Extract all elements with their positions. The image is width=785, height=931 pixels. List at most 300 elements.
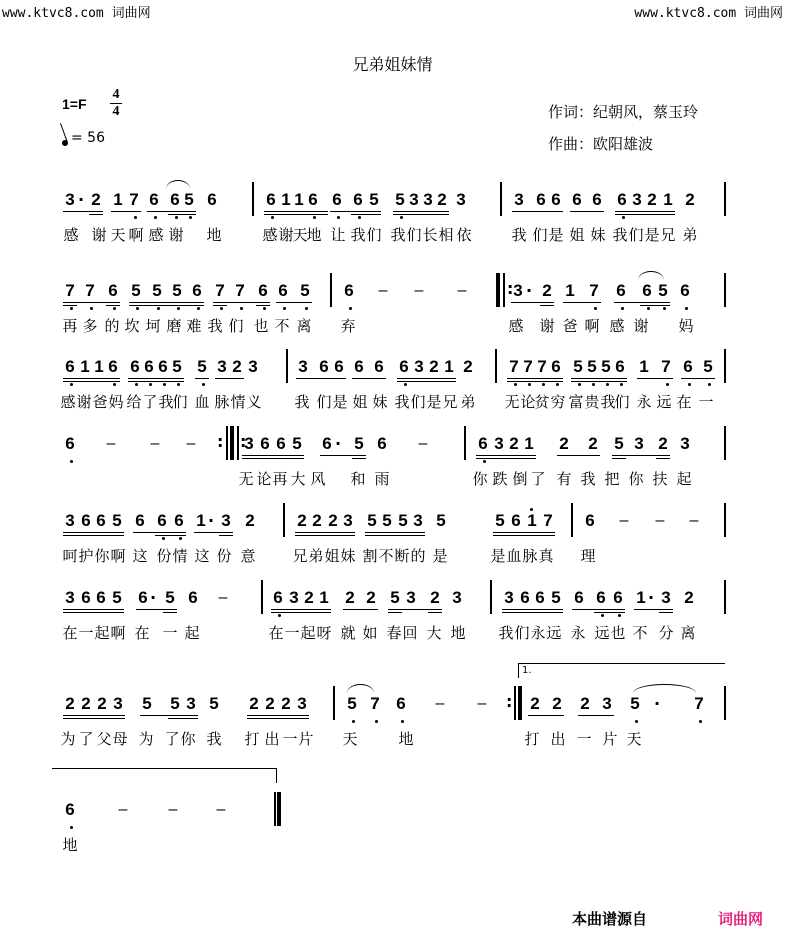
jianpu-note: 7 (65, 281, 75, 300)
jianpu-note: 6 (149, 190, 159, 209)
low-octave-dot (542, 383, 545, 386)
lyric-char: 永 (530, 624, 546, 642)
jianpu-note: 6 (574, 588, 584, 607)
jianpu-note: 6 (332, 190, 342, 209)
underline-beam (63, 718, 125, 719)
barline-thin (226, 426, 228, 460)
low-octave-dot (400, 216, 403, 219)
jianpu-note: 2 (658, 434, 668, 453)
lyric-char: 我 (158, 393, 174, 411)
jianpu-note: 6 (207, 190, 217, 209)
jianpu-note: 2 (345, 588, 355, 607)
lyric-char: 妈 (108, 393, 124, 411)
lyric-char: 脉 (522, 547, 538, 565)
underline-beam (111, 211, 141, 212)
underline-beam (63, 211, 103, 212)
lyric-char: 了 (530, 470, 546, 488)
underline-beam (570, 211, 604, 212)
jianpu-note: 6 (511, 511, 521, 530)
jianpu-note: 3 (297, 694, 307, 713)
jianpu-note: 5 (369, 190, 379, 209)
low-octave-dot (278, 614, 281, 617)
low-octave-dot (601, 614, 604, 617)
low-octave-dot (401, 720, 404, 723)
low-octave-dot (685, 307, 688, 310)
lyric-char: 感 (148, 226, 164, 244)
watermark-right: www.ktvc8.com 词曲网 (634, 6, 783, 21)
jianpu-note: 2 (97, 694, 107, 713)
jianpu-note: 7 (129, 190, 139, 209)
barline (500, 182, 502, 216)
jianpu-note: 1 (524, 434, 534, 453)
low-octave-dot (283, 307, 286, 310)
low-octave-dot (90, 307, 93, 310)
jianpu-note: 6 (535, 588, 545, 607)
jianpu-note: 2 (328, 511, 338, 530)
underline-beam (155, 535, 186, 536)
lyric-char: 我 (207, 317, 223, 335)
sustain-dash: – (655, 512, 665, 529)
underline-beam (136, 609, 177, 610)
underline-beam (612, 458, 626, 459)
barline (724, 503, 726, 537)
barline (724, 686, 726, 720)
augmentation-dot: · (150, 588, 157, 607)
lyric-char: 呀 (316, 624, 332, 642)
jianpu-note: 5 (390, 588, 400, 607)
underline-beam (247, 718, 309, 719)
underline-beam (63, 535, 124, 536)
lyric-char: 我 (498, 624, 514, 642)
low-octave-dot (271, 216, 274, 219)
jianpu-note: 2 (312, 511, 322, 530)
lyric-char: 一 (78, 624, 94, 642)
lyric-char: 分 (658, 624, 674, 642)
watermark-left: www.ktvc8.com 词曲网 (2, 6, 151, 21)
low-octave-dot (404, 383, 407, 386)
lyric-char: 地 (62, 836, 78, 854)
underline-beam (428, 612, 442, 613)
jianpu-note: 6 (396, 694, 406, 713)
underline-beam (393, 211, 449, 212)
lyric-char: 份 (156, 547, 172, 565)
lyric-char: 你 (472, 470, 488, 488)
lyric-char: 起 (300, 624, 316, 642)
jianpu-note: 5 (495, 511, 505, 530)
lyric-char: 们 (172, 393, 188, 411)
lyric-char: 倒 (512, 470, 528, 488)
lyric-char: 风 (310, 470, 326, 488)
quarter-note-icon (61, 139, 69, 147)
jianpu-note: 7 (661, 357, 671, 376)
lyric-char: 地 (398, 730, 414, 748)
lyric-char: 你 (180, 730, 196, 748)
jianpu-note: 6 (319, 357, 329, 376)
jianpu-note: 3 (456, 190, 466, 209)
jianpu-note: 6 (551, 357, 561, 376)
low-octave-dot (162, 537, 165, 540)
sustain-dash: – (378, 282, 388, 299)
time-signature-bottom: 4 (112, 104, 120, 119)
low-octave-dot (313, 216, 316, 219)
jianpu-note: 6 (174, 511, 184, 530)
barline (330, 273, 332, 307)
low-octave-dot (149, 383, 152, 386)
lyric-char: 姐 (324, 547, 340, 565)
low-octave-dot (136, 307, 139, 310)
jianpu-note: 1 (281, 190, 291, 209)
low-octave-dot (620, 383, 623, 386)
jianpu-note: 5 (630, 694, 640, 713)
lyric-char: 感 (60, 393, 76, 411)
lyric-char: 兄 (442, 393, 458, 411)
jianpu-note: 6 (308, 190, 318, 209)
jianpu-note: 7 (509, 357, 519, 376)
low-octave-dot (337, 216, 340, 219)
lyric-char: 母 (112, 730, 128, 748)
jianpu-note: 6 (613, 588, 623, 607)
lyric-char: 我 (394, 393, 410, 411)
underline-beam (63, 612, 124, 613)
jianpu-note: 5 (703, 357, 713, 376)
jianpu-note: 6 (108, 357, 118, 376)
jianpu-note: 7 (523, 357, 533, 376)
barline (724, 580, 726, 614)
lyric-char: 弃 (340, 317, 356, 335)
lyric-char: 和 (350, 470, 366, 488)
lyric-char: 妹 (340, 547, 356, 565)
barline (283, 503, 285, 537)
jianpu-note: 3 (680, 434, 690, 453)
underline-beam (557, 455, 600, 456)
low-octave-dot (514, 383, 517, 386)
lyric-char: 一 (576, 730, 592, 748)
lyric-char: 地 (206, 226, 222, 244)
underline-beam (219, 535, 233, 536)
lyric-char: 妈 (678, 317, 694, 335)
underline-beam (133, 532, 186, 533)
lyric-char: 离 (296, 317, 312, 335)
jianpu-note: 3 (244, 434, 254, 453)
underline-beam (168, 214, 196, 215)
lyric-char: 打 (244, 730, 260, 748)
underline-beam (317, 378, 346, 379)
jianpu-note: 3 (343, 511, 353, 530)
lyric-char: 们 (406, 226, 422, 244)
lyric-char: 起 (676, 470, 692, 488)
underline-beam (271, 609, 331, 610)
low-octave-dot (240, 307, 243, 310)
lyric-char: 兄 (660, 226, 676, 244)
lyric-char: 血 (194, 393, 210, 411)
jianpu-note: 6 (81, 511, 91, 530)
underline-beam (493, 532, 555, 533)
lyric-char: 不 (632, 624, 648, 642)
jianpu-note: 2 (580, 694, 590, 713)
credits (548, 96, 698, 160)
jianpu-note: 3 (661, 588, 671, 607)
underline-beam (276, 302, 312, 303)
lyric-char: 妹 (590, 226, 606, 244)
lyric-char: 你 (628, 470, 644, 488)
jianpu-note: 6 (273, 588, 283, 607)
jianpu-note: 1 (94, 357, 104, 376)
lyric-char: 一 (282, 730, 298, 748)
lyric-char: 无 (504, 393, 520, 411)
lyric-char: 论 (520, 393, 536, 411)
low-octave-dot (113, 307, 116, 310)
jianpu-note: 3 (217, 357, 227, 376)
underline-beam (656, 458, 670, 459)
lyric-char: 再 (62, 317, 78, 335)
lyric-char: 无 (238, 470, 254, 488)
lyric-char: 天 (626, 730, 642, 748)
underline-beam (534, 211, 563, 212)
underline-beam (493, 535, 555, 536)
volta-bracket (518, 663, 725, 678)
jianpu-note: 6 (278, 281, 288, 300)
jianpu-note: 7 (543, 511, 553, 530)
lyric-char: 扶 (652, 470, 668, 488)
barline (495, 349, 497, 383)
underline-beam (128, 378, 184, 379)
lyric-char: 感 (609, 317, 625, 335)
jianpu-note: 5 (197, 357, 207, 376)
barline-thin (514, 686, 516, 720)
jianpu-note: 5 (354, 434, 364, 453)
jianpu-note: 1 (196, 511, 206, 530)
lyric-char: 跌 (492, 470, 508, 488)
underline-beam (129, 305, 204, 306)
jianpu-note: 3 (248, 357, 258, 376)
sustain-dash: – (418, 435, 428, 452)
low-octave-dot (663, 307, 666, 310)
jianpu-note: 6 (520, 588, 530, 607)
underline-beam (63, 532, 124, 533)
lyric-char: 春 (386, 624, 402, 642)
volta-label: 1. (522, 665, 532, 676)
low-octave-dot (202, 383, 205, 386)
low-octave-dot (358, 216, 361, 219)
jianpu-note: 7 (215, 281, 225, 300)
lyric-char: 一 (284, 624, 300, 642)
jianpu-note: 2 (366, 588, 376, 607)
jianpu-note: 5 (142, 694, 152, 713)
low-octave-dot (70, 383, 73, 386)
low-octave-dot (220, 307, 223, 310)
low-octave-dot (618, 614, 621, 617)
jianpu-note: 5 (209, 694, 219, 713)
underline-beam (640, 305, 670, 306)
jianpu-note: 7 (537, 357, 547, 376)
low-octave-dot (134, 216, 137, 219)
lyric-char: 穷 (550, 393, 566, 411)
jianpu-note: 1 (113, 190, 123, 209)
lyric-char: 天 (342, 730, 358, 748)
low-octave-dot (70, 460, 73, 463)
jianpu-note: 2 (91, 190, 101, 209)
jianpu-note: 6 (276, 434, 286, 453)
underline-beam (63, 378, 120, 379)
lyric-char: 出 (264, 730, 280, 748)
jianpu-note: 2 (463, 357, 473, 376)
underline-beam (352, 458, 366, 459)
barline-thin (274, 792, 276, 826)
tie-slur (633, 684, 696, 693)
lyric-char: 远 (656, 393, 672, 411)
low-octave-dot (594, 307, 597, 310)
jianpu-note: 1 (639, 357, 649, 376)
lyric-char: 份 (216, 547, 232, 565)
low-octave-dot (175, 216, 178, 219)
lyric-char: 谢 (633, 317, 649, 335)
barline (724, 349, 726, 383)
underline-beam (215, 378, 244, 379)
augmentation-dot: · (654, 694, 661, 713)
jianpu-note: 5 (436, 511, 446, 530)
barline-thick (277, 792, 281, 826)
underline-beam (659, 612, 673, 613)
repeat-dots: : (217, 432, 224, 451)
lyric-char: 的 (410, 547, 426, 565)
jianpu-note: 6 (157, 511, 167, 530)
jianpu-note: 3 (414, 357, 424, 376)
lyric-char: 雨 (374, 470, 390, 488)
jianpu-note: 6 (322, 434, 332, 453)
jianpu-note: 2 (552, 694, 562, 713)
lyric-char: 们 (614, 393, 630, 411)
underline-beam (681, 378, 715, 379)
lyric-char: 贫 (534, 393, 550, 411)
underline-beam (242, 458, 304, 459)
jianpu-note: 5 (300, 281, 310, 300)
underline-beam (594, 612, 625, 613)
tempo-marking (62, 130, 105, 146)
jianpu-note: 5 (170, 694, 180, 713)
jianpu-note: 6 (108, 281, 118, 300)
lyric-char: 们 (366, 226, 382, 244)
jianpu-note: 5 (573, 357, 583, 376)
underline-beam (388, 612, 402, 613)
lyric-char: 在 (268, 624, 284, 642)
low-octave-dot (305, 307, 308, 310)
lyric-char: 回 (402, 624, 418, 642)
underline-beam (507, 378, 563, 379)
jianpu-note: 3 (298, 357, 308, 376)
jianpu-note: 7 (235, 281, 245, 300)
jianpu-note: 2 (542, 281, 552, 300)
underline-beam (264, 214, 328, 215)
jianpu-note: 2 (685, 190, 695, 209)
lyric-char: 是 (644, 226, 660, 244)
barline-thick (230, 426, 234, 460)
lyric-char: 呵 (62, 547, 78, 565)
jianpu-note: 6 (616, 281, 626, 300)
lyric-char: 父 (96, 730, 112, 748)
underline-beam (612, 455, 670, 456)
sustain-dash: – (457, 282, 467, 299)
underline-beam (147, 211, 196, 212)
jianpu-note: 6 (65, 800, 75, 819)
sustain-dash: – (619, 512, 629, 529)
jianpu-note: 3 (113, 694, 123, 713)
repeat-dots: : (240, 432, 247, 451)
lyric-char: 们 (228, 317, 244, 335)
lyric-char: 姐 (569, 226, 585, 244)
low-octave-dot (177, 383, 180, 386)
augmentation-dot: · (648, 588, 655, 607)
lyric-char: 爸 (92, 393, 108, 411)
jianpu-note: 6 (158, 357, 168, 376)
jianpu-note: 5 (587, 357, 597, 376)
jianpu-note: 1 (294, 190, 304, 209)
low-octave-dot (699, 720, 702, 723)
lyric-char: 妹 (372, 393, 388, 411)
source-label: 本曲谱源自 (572, 910, 648, 928)
barline (252, 182, 254, 216)
jianpu-note: 3 (406, 588, 416, 607)
jianpu-note: 6 (592, 190, 602, 209)
underline-beam (511, 302, 554, 303)
lyric-char: 我 (350, 226, 366, 244)
low-octave-dot (263, 307, 266, 310)
jianpu-note: 2 (65, 694, 75, 713)
low-octave-dot (556, 383, 559, 386)
jianpu-note: 6 (536, 190, 546, 209)
jianpu-note: 2 (588, 434, 598, 453)
low-octave-dot (483, 460, 486, 463)
lyric-char: 是 (548, 226, 564, 244)
jianpu-note: 6 (188, 588, 198, 607)
barline (571, 503, 573, 537)
low-octave-dot (177, 307, 180, 310)
repeat-dots: : (507, 279, 514, 298)
lyric-char: 了 (78, 730, 94, 748)
jianpu-note: 2 (81, 694, 91, 713)
tie-slur (638, 271, 664, 280)
jianpu-note: 3 (602, 694, 612, 713)
jianpu-note: 1 (444, 357, 454, 376)
lyric-char: 富 (568, 393, 584, 411)
lyric-char: 真 (538, 547, 554, 565)
lyric-char: 割 (362, 547, 378, 565)
jianpu-note: 6 (353, 190, 363, 209)
lyric-char: 的 (104, 317, 120, 335)
repeat-dots: : (506, 692, 513, 711)
sustain-dash: – (218, 589, 228, 606)
lyric-char: 不 (378, 547, 394, 565)
underline-beam (63, 609, 124, 610)
lyric-char: 依 (456, 226, 472, 244)
underline-beam (194, 532, 233, 533)
lyric-char: 谢 (539, 317, 555, 335)
lyric-char: 谢 (76, 393, 92, 411)
lyric-char: 爸 (562, 317, 578, 335)
low-octave-dot (157, 307, 160, 310)
lyric-char: 姐 (352, 393, 368, 411)
low-octave-dot (375, 720, 378, 723)
lyric-char: 地 (450, 624, 466, 642)
low-octave-dot (635, 720, 638, 723)
sustain-dash: – (216, 801, 226, 818)
low-octave-dot (179, 537, 182, 540)
jianpu-note: 1 (565, 281, 575, 300)
low-octave-dot (113, 383, 116, 386)
jianpu-note: 6 (135, 511, 145, 530)
lyric-char: 远 (546, 624, 562, 642)
lyric-char: 我 (600, 393, 616, 411)
lyric-char: 这 (132, 547, 148, 565)
